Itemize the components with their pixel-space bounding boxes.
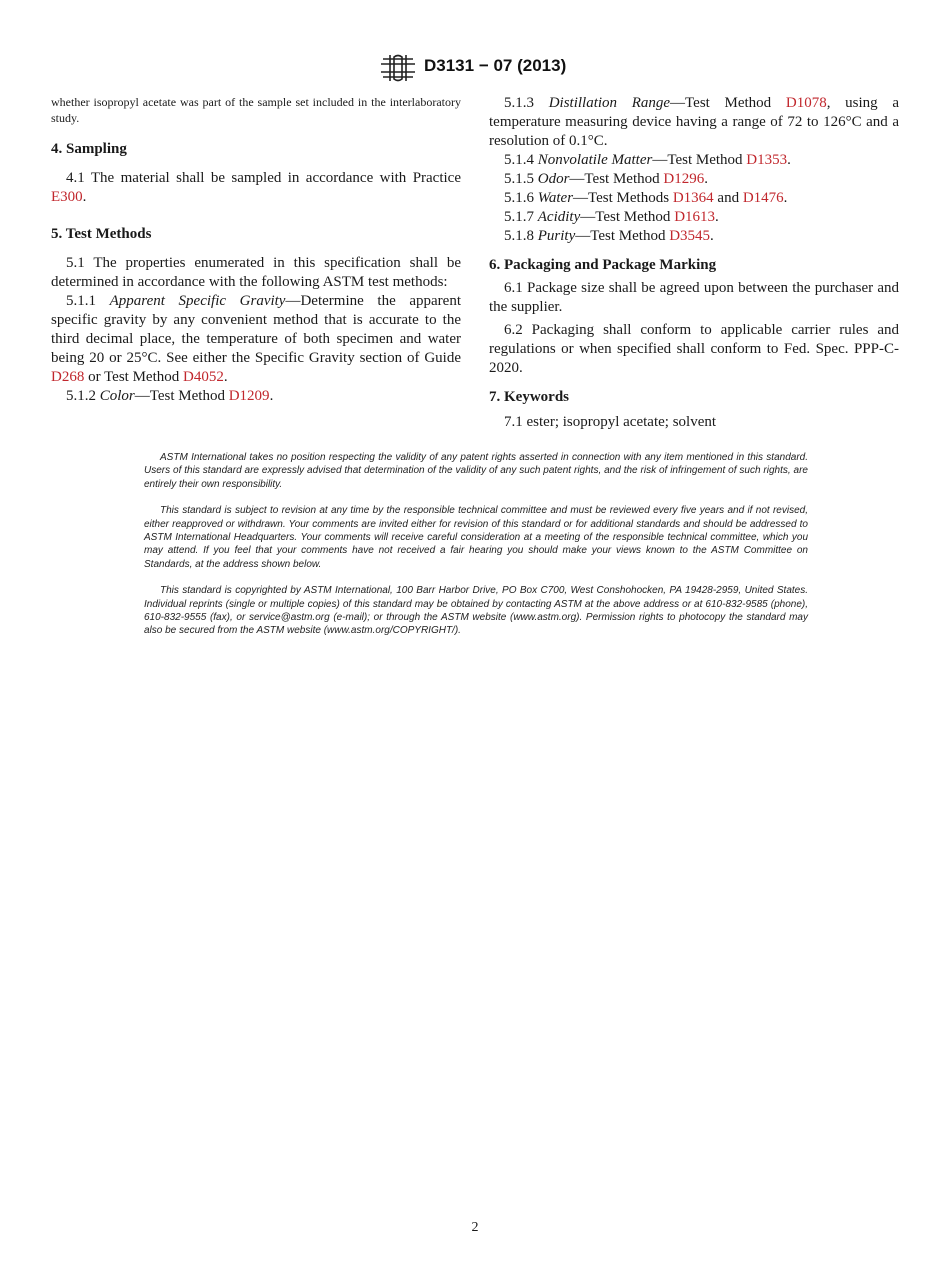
revision-notice: This standard is subject to revision at any time by the responsible technical committee and must be reviewed every five years and if not revised, either reapproved or withdrawn. Your comments are invited either for revision of this standard or for additional standards and should be addressed to ASTM International Headquarters. Your comments will receive careful consideration at a meeting of the responsible technical committee, which you may attend. If you feel that your comments have not received a fair hearing you should make your views known to the ASTM Committee on Standards, at the address shown below. — [144, 505, 808, 570]
paragraph-5-1-5: 5.1.5 Odor—Test Method D1296. — [504, 171, 708, 187]
right-column — [489, 94, 899, 432]
section-4-heading: 4. Sampling — [51, 141, 127, 157]
paragraph-5-1: 5.1 The properties enumerated in this specification shall be determined in accordance with the following ASTM test methods: — [51, 255, 461, 290]
link-d1353[interactable]: D1353 — [746, 152, 788, 168]
left-column — [51, 94, 461, 406]
link-e300[interactable]: E300 — [51, 189, 83, 205]
paragraph-5-1-7: 5.1.7 Acidity—Test Method D1613. — [504, 209, 719, 225]
paragraph-4-1: 4.1 The material shall be sampled in accordance with Practice E300. — [51, 170, 461, 205]
paragraph-7-1: 7.1 ester; isopropyl acetate; solvent — [504, 414, 717, 430]
link-d1613[interactable]: D1613 — [674, 209, 716, 225]
link-d3545[interactable]: D3545 — [669, 228, 711, 244]
paragraph-5-1-1: 5.1.1 Apparent Specific Gravity—Determine the apparent specific gravity by any convenient method that is accurate to the third decimal place, the temperature of both specimen and water being 20 or 25°C. See either the Specific Gravity section of Guide D268 or Test Method D4052. — [51, 293, 461, 385]
link-d1476[interactable]: D1476 — [742, 190, 784, 206]
link-d268[interactable]: D268 — [51, 369, 85, 385]
paragraph-6-1: 6.1 Package size shall be agreed upon between the purchaser and the supplier. — [489, 280, 899, 315]
page-header — [0, 52, 950, 86]
paragraph-5-1-6: 5.1.6 Water—Test Methods D1364 and D1476. — [504, 190, 788, 206]
link-d1364[interactable]: D1364 — [672, 190, 714, 206]
link-d1078[interactable]: D1078 — [785, 95, 827, 111]
paragraph-5-1-4: 5.1.4 Nonvolatile Matter—Test Method D1353. — [504, 152, 791, 168]
standard-designation: D3131 − 07 (2013) — [424, 56, 567, 75]
astm-notices — [144, 451, 808, 638]
paragraph-5-1-3: 5.1.3 Distillation Range—Test Method D1078, using a temperature measuring device having a range of 72 to 126°C and a resolution of 0.1°C. — [489, 95, 899, 149]
paragraph-6-2: 6.2 Packaging shall conform to applicable carrier rules and regulations or when specified shall conform to Fed. Spec. PPP-C-2020. — [489, 322, 899, 376]
link-d1209[interactable]: D1209 — [228, 388, 270, 404]
section-5-heading: 5. Test Methods — [51, 226, 152, 242]
section-7-heading: 7. Keywords — [489, 389, 569, 405]
patent-notice: ASTM International takes no position respecting the validity of any patent rights asserted in connection with any item mentioned in this standard. Users of this standard are expressly advised that determination of the validity of any such patent rights, and the risk of infringement of such rights, are entirely their own responsibility. — [144, 452, 808, 490]
astm-logo-icon — [380, 52, 416, 84]
section-6-heading: 6. Packaging and Package Marking — [489, 257, 717, 273]
link-d4052[interactable]: D4052 — [183, 369, 224, 385]
paragraph-5-1-2: 5.1.2 Color—Test Method D1209. — [66, 388, 274, 404]
link-d1296[interactable]: D1296 — [663, 171, 705, 187]
continued-paragraph: whether isopropyl acetate was part of the sample set included in the interlaboratory study. — [51, 95, 461, 125]
page-number: 2 — [471, 1220, 479, 1235]
paragraph-5-1-8: 5.1.8 Purity—Test Method D3545. — [504, 228, 714, 244]
copyright-notice: This standard is copyrighted by ASTM International, 100 Barr Harbor Drive, PO Box C700, West Conshohocken, PA 19428-2959, United States. Individual reprints (single or multiple copies) of this standard may be obtained by contacting ASTM at the above address or at 610-832-9585 (phone), 610-832-9555 (fax), or service@astm.org (e-mail); or through the ASTM website (www.astm.org). Permission rights to photocopy the standard may also be secured from the ASTM website (www.astm.org/COPYRIGHT/). — [144, 585, 808, 637]
